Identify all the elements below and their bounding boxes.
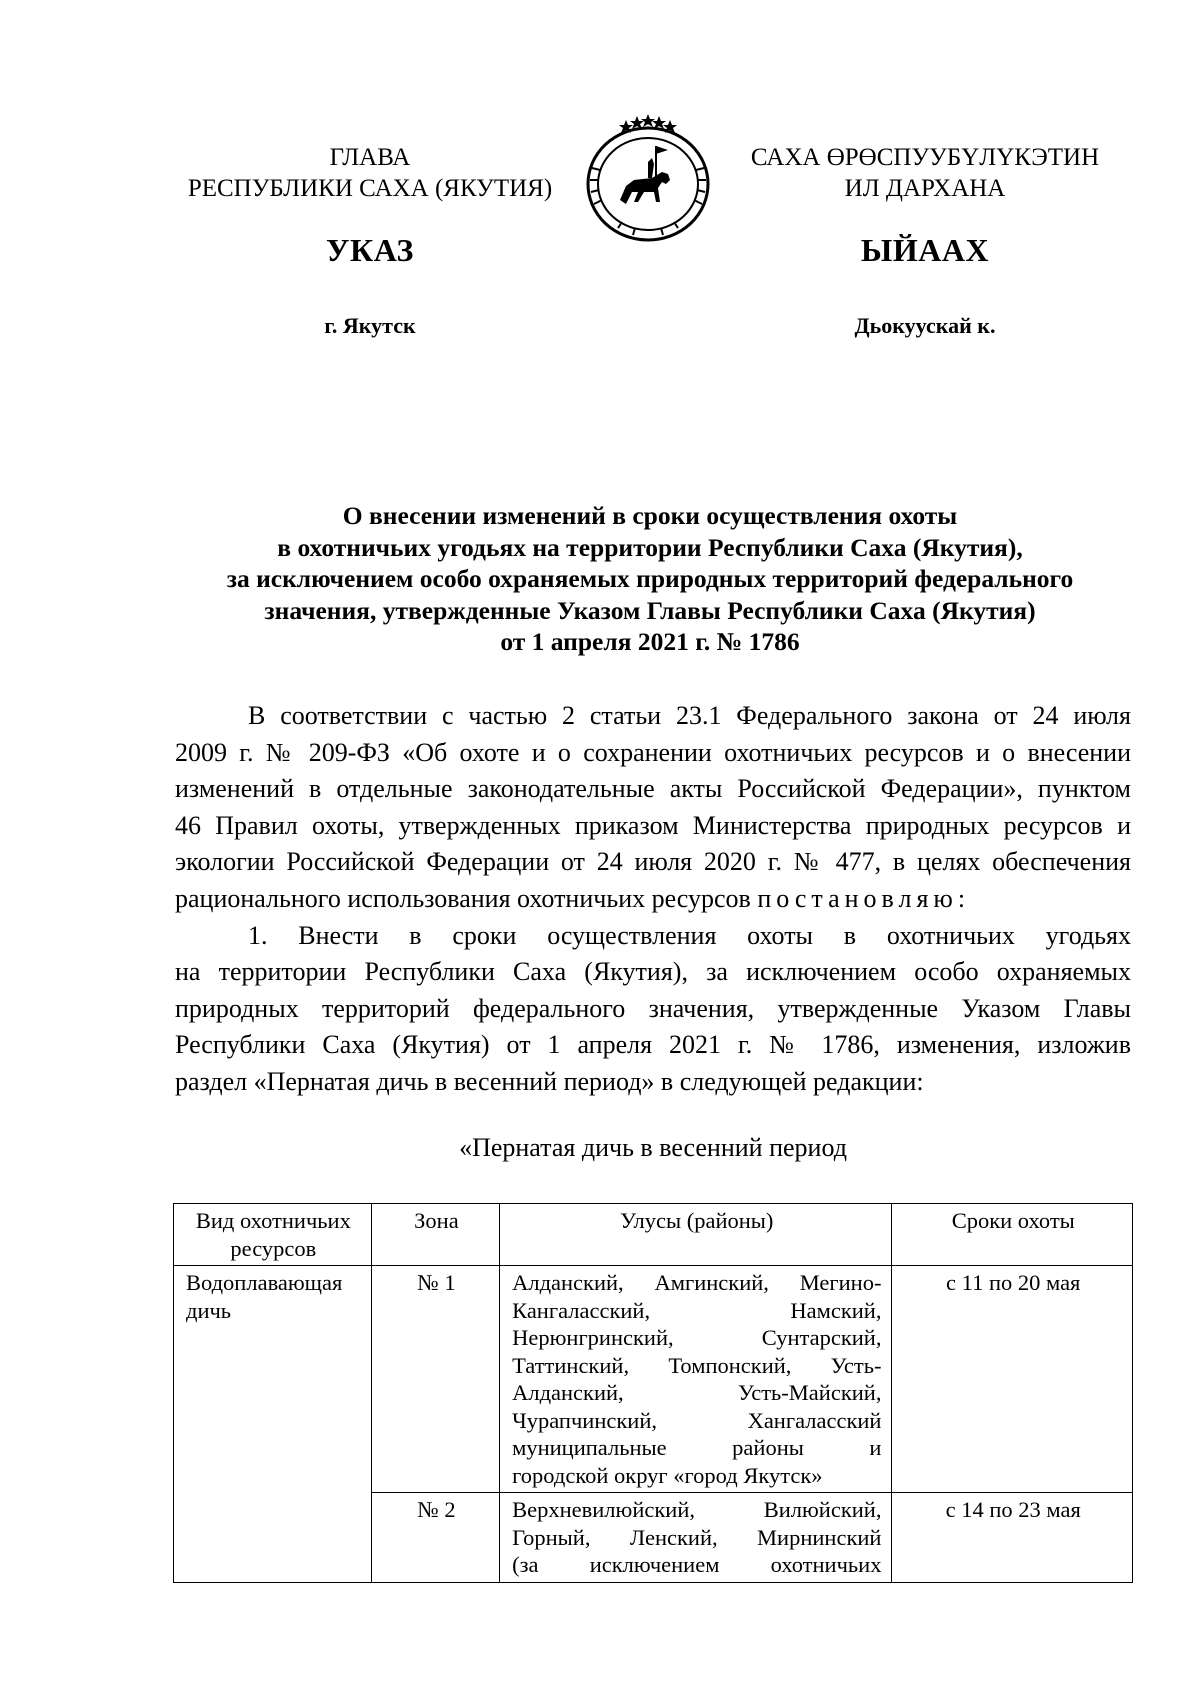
zone-cell: № 1: [371, 1266, 499, 1493]
districts-cell: [500, 1493, 892, 1583]
district-line: Кангаласский, Намский,: [512, 1297, 882, 1323]
sakha-coat-of-arms-icon: [578, 108, 718, 248]
zone-cell: № 2: [371, 1493, 499, 1583]
district-line: Чурапчинский, Хангаласский: [512, 1407, 882, 1433]
period-cell: с 14 по 23 мая: [892, 1493, 1133, 1583]
resolve-word: постановляю:: [757, 883, 971, 913]
doc-type-sah: ЫЙААХ: [860, 232, 990, 268]
doc-type-ru: УКАЗ: [326, 232, 414, 268]
clause-1-paragraph: [175, 918, 1131, 1101]
district-line: Горный, Ленский, Мирнинский: [512, 1524, 882, 1550]
header-species: [174, 1204, 372, 1266]
title-line: значения, утвержденные Указом Главы Республики Саха (Якутия): [264, 595, 1036, 625]
decree-title: [170, 500, 1130, 658]
title-line: за исключением особо охраняемых природных территорий федерального: [226, 564, 1074, 593]
district-line: Верхневилюйский, Вилюйский,: [512, 1497, 882, 1522]
header-species-line: ресурсов: [230, 1235, 317, 1261]
city-sah: Дьокуускай к.: [854, 313, 996, 338]
clause-line: природных территорий федерального значения, утвержденные Указом Главы: [175, 993, 1131, 1023]
header-districts: Улусы (районы): [500, 1204, 892, 1266]
table-row: [174, 1266, 1133, 1493]
title-line: в охотничьих угодьях на территории Республики Саха (Якутия),: [277, 532, 1023, 562]
district-line: Таттинский, Томпонский, Усть-: [512, 1352, 882, 1378]
decree-body: [175, 698, 1131, 1101]
preamble-line: экологии Российской Федерации от 24 июля 2020 г. № 477, в целях обеспечения: [175, 847, 1131, 877]
preamble-line: изменений в отдельные законодательные акты Российской Федерации», пунктом: [175, 774, 1131, 804]
issuer-ru: [160, 142, 580, 204]
districts-cell: [500, 1266, 892, 1493]
species-line: Водоплавающая: [186, 1270, 343, 1295]
district-line: Алданский, Усть-Майский,: [512, 1380, 882, 1405]
district-line: (за исключением охотничьих: [512, 1552, 882, 1577]
period-cell: с 11 по 20 мая: [892, 1266, 1133, 1493]
issuer-ru-line2: РЕСПУБЛИКИ САХА (ЯКУТИЯ): [187, 175, 553, 202]
city-ru: г. Якутск: [324, 313, 416, 338]
header-zone: Зона: [371, 1204, 499, 1266]
table-title: «Пернатая дичь в весенний период: [459, 1133, 847, 1162]
species-cell: [174, 1266, 372, 1583]
issuer-sah-line2: ИЛ ДАРХАНА: [844, 175, 1006, 202]
district-line: муниципальные районы и: [512, 1435, 882, 1460]
issuer-sah-line1: САХА ӨРӨСПУУБҮЛҮКЭТИН: [750, 144, 1100, 171]
species-line: дичь: [186, 1297, 232, 1323]
preamble-line: 2009 г. № 209-ФЗ «Об охоте и о сохранении охотничьих ресурсов и о внесении: [175, 737, 1131, 767]
clause-line: раздел «Пернатая дичь в весенний период» в следующей редакции:: [175, 1066, 924, 1096]
header-period: Сроки охоты: [892, 1204, 1133, 1266]
clause-line: 1. Внести в сроки осуществления охоты в охотничьих угодьях: [248, 920, 1131, 950]
preamble-line: В соответствии с частью 2 статьи 23.1 Федерального закона от 24 июля: [248, 701, 1131, 730]
district-line: Алданский, Амгинский, Мегино-: [512, 1270, 882, 1295]
clause-line: Республики Саха (Якутия) от 1 апреля 2021 г. № 1786, изменения, изложив: [175, 1030, 1131, 1060]
district-line: Нерюнгринский, Сунтарский,: [512, 1325, 882, 1350]
header-species-line: Вид охотничьих: [195, 1208, 351, 1233]
preamble-line: [175, 881, 1131, 918]
preamble-last-text: рационального использования охотничьих ресурсов: [175, 883, 751, 913]
clause-line: на территории Республики Саха (Якутия), за исключением особо охраняемых: [175, 957, 1131, 987]
table-header-row: [174, 1204, 1133, 1266]
hunting-periods-table: [173, 1203, 1133, 1583]
preamble-line: 46 Правил охоты, утвержденных приказом Министерства природных ресурсов и: [175, 810, 1131, 840]
title-line: от 1 апреля 2021 г. № 1786: [500, 627, 800, 656]
issuer-ru-line1: ГЛАВА: [329, 144, 411, 171]
title-line: О внесении изменений в сроки осуществления охоты: [342, 501, 958, 530]
preamble-paragraph: [175, 698, 1131, 918]
issuer-sah: [740, 142, 1110, 204]
district-line: городской округ «город Якутск»: [512, 1462, 823, 1488]
